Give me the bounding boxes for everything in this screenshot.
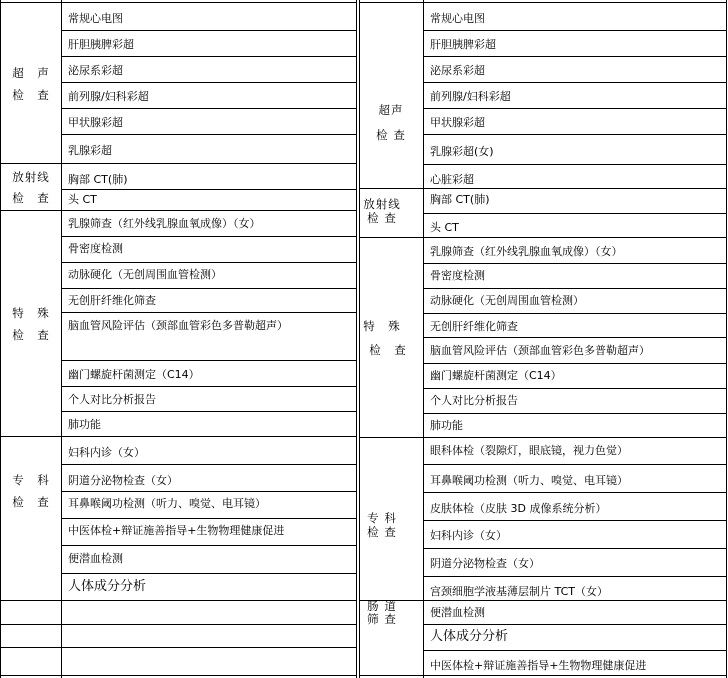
exam-item: 眼科体检（裂隙灯，眼底镜，视力色觉） [430, 444, 628, 457]
exam-item: 头 CT [68, 193, 97, 206]
category-label-ultrasound-bottom: 检 查 [12, 88, 50, 102]
category-label-specialist-top: 专 科 [12, 473, 50, 487]
group-divider [0, 436, 357, 437]
row-divider [423, 82, 727, 83]
row-divider [423, 548, 727, 549]
row-divider [423, 413, 727, 414]
category-label-bowel-bottom: 筛 查 [367, 612, 397, 626]
category-label-special-top: 特 殊 [363, 319, 401, 333]
exam-item: 头 CT [430, 221, 459, 234]
row-divider [61, 491, 357, 492]
row-divider [423, 288, 727, 289]
exam-item: 耳鼻喉阈功检测（听力、嗅觉、电耳镜） [68, 497, 266, 510]
category-label-radiology-top: 放射线 [12, 170, 50, 184]
exam-item: 前列腺/妇科彩超 [430, 90, 511, 103]
exam-item: 肺功能 [430, 419, 463, 432]
category-label-specialist-bottom: 检 查 [367, 525, 397, 539]
row-divider [61, 386, 357, 387]
exam-item: 甲状腺彩超 [68, 116, 123, 129]
row-divider [423, 263, 727, 264]
row-divider [423, 108, 727, 109]
category-label-special-bottom: 检 查 [369, 343, 407, 357]
category-label-ultrasound-bottom: 检 查 [376, 128, 406, 142]
row-divider [61, 134, 357, 135]
exam-item: 泌尿系彩超 [430, 64, 485, 77]
exam-item: 脑血管风险评估（颈部血管彩色多普勒超声） [430, 344, 650, 357]
exam-item: 个人对比分析报告 [430, 394, 518, 407]
exam-item: 个人对比分析报告 [68, 393, 156, 406]
exam-item: 胸部 CT(肺) [68, 173, 128, 186]
row-divider [423, 363, 727, 364]
exam-item: 人体成分分析 [68, 579, 147, 594]
exam-item: 常规心电图 [68, 12, 123, 25]
group-divider [359, 188, 727, 189]
left-table-right-border [356, 0, 357, 678]
category-label-special-top: 特 殊 [12, 306, 50, 320]
category-label-bowel-top: 肠 道 [367, 599, 397, 613]
category-label-ultrasound-top: 超 声 [12, 66, 50, 80]
row-divider [61, 411, 357, 412]
exam-item: 动脉硬化（无创周围血管检测） [430, 294, 584, 307]
row-divider [61, 82, 357, 83]
exam-item: 幽门螺旋杆菌测定（C14） [430, 369, 562, 382]
row-divider [0, 600, 357, 601]
exam-item: 心脏彩超 [430, 173, 474, 186]
row-divider [61, 312, 357, 313]
exam-item: 无创肝纤维化筛查 [68, 294, 156, 307]
row-divider [0, 624, 357, 625]
row-divider [61, 236, 357, 237]
row-divider [423, 650, 727, 651]
row-divider [423, 313, 727, 314]
group-divider [359, 600, 727, 601]
exam-item: 耳鼻喉阈功检测（听力、嗅觉、电耳镜） [430, 474, 628, 487]
row-divider [423, 56, 727, 57]
row-divider [0, 2, 357, 3]
exam-item: 肝胆胰脾彩超 [68, 38, 134, 51]
table-border-bottom [359, 675, 727, 676]
exam-item: 无创肝纤维化筛查 [430, 320, 518, 333]
row-divider [61, 545, 357, 546]
category-label-radiology-top: 放射线 [363, 197, 401, 211]
row-divider [423, 337, 727, 338]
group-divider [0, 163, 357, 164]
left-category-divider [61, 0, 62, 678]
category-label-radiology-bottom: 检 查 [12, 191, 50, 205]
row-divider [61, 288, 357, 289]
table-border-left [0, 0, 1, 678]
row-divider [61, 56, 357, 57]
row-divider [61, 108, 357, 109]
group-divider [0, 210, 357, 211]
category-label-special-bottom: 检 查 [12, 328, 50, 342]
exam-item: 肺功能 [68, 418, 101, 431]
row-divider [423, 464, 727, 465]
group-divider [359, 437, 727, 438]
row-divider [61, 464, 357, 465]
right-table-left-border [359, 0, 360, 678]
exam-item: 乳腺筛查（红外线乳腺血氧成像）（女） [68, 217, 261, 230]
category-label-ultrasound-top: 超声 [378, 103, 404, 117]
row-divider [61, 189, 357, 190]
row-divider [423, 576, 727, 577]
exam-item: 便潜血检测 [430, 606, 485, 619]
exam-item: 妇科内诊（女） [430, 529, 507, 542]
exam-item: 中医体检+辩证施善指导+生物物理健康促进 [430, 659, 647, 672]
row-divider [423, 30, 727, 31]
exam-item: 乳腺筛查（红外线乳腺血氧成像）（女） [430, 245, 623, 258]
exam-item: 胸部 CT(肺) [430, 193, 490, 206]
row-divider [359, 2, 727, 3]
row-divider [61, 360, 357, 361]
exam-item: 乳腺彩超 [68, 144, 112, 157]
exam-item: 常规心电图 [430, 12, 485, 25]
exam-item: 中医体检+辩证施善指导+生物物理健康促进 [68, 524, 285, 537]
row-divider [61, 518, 357, 519]
exam-item: 骨密度检测 [68, 242, 123, 255]
exam-item: 前列腺/妇科彩超 [68, 90, 149, 103]
row-divider [423, 388, 727, 389]
row-divider [423, 520, 727, 521]
row-divider [423, 134, 727, 135]
table-border-bottom [0, 675, 357, 676]
exam-item: 阴道分泌物检查（女） [68, 474, 178, 487]
exam-item: 皮肤体检（皮肤 3D 成像系统分析） [430, 502, 607, 515]
exam-item: 泌尿系彩超 [68, 64, 123, 77]
row-divider [61, 262, 357, 263]
category-label-specialist-bottom: 检 查 [12, 495, 50, 509]
exam-item: 甲状腺彩超 [430, 116, 485, 129]
group-divider [359, 237, 727, 238]
exam-item: 宫颈细胞学液基薄层制片 TCT（女） [430, 585, 608, 598]
exam-item: 动脉硬化（无创周围血管检测） [68, 268, 222, 281]
exam-item: 肝胆胰脾彩超 [430, 38, 496, 51]
category-label-specialist-top: 专 科 [367, 511, 397, 525]
row-divider [423, 213, 727, 214]
row-divider [423, 164, 727, 165]
row-divider [61, 573, 357, 574]
exam-item: 便潜血检测 [68, 552, 123, 565]
exam-item: 人体成分分析 [430, 629, 509, 644]
row-divider [423, 492, 727, 493]
exam-item: 幽门螺旋杆菌测定（C14） [68, 368, 200, 381]
category-label-radiology-bottom: 检 查 [367, 211, 397, 225]
row-divider [0, 647, 357, 648]
exam-item: 脑血管风险评估（颈部血管彩色多普勒超声） [68, 319, 288, 332]
exam-item: 乳腺彩超(女) [430, 145, 494, 158]
exam-item: 阴道分泌物检查（女） [430, 557, 540, 570]
row-divider [61, 30, 357, 31]
exam-item: 妇科内诊（女） [68, 446, 145, 459]
exam-item: 骨密度检测 [430, 269, 485, 282]
row-divider [423, 624, 727, 625]
